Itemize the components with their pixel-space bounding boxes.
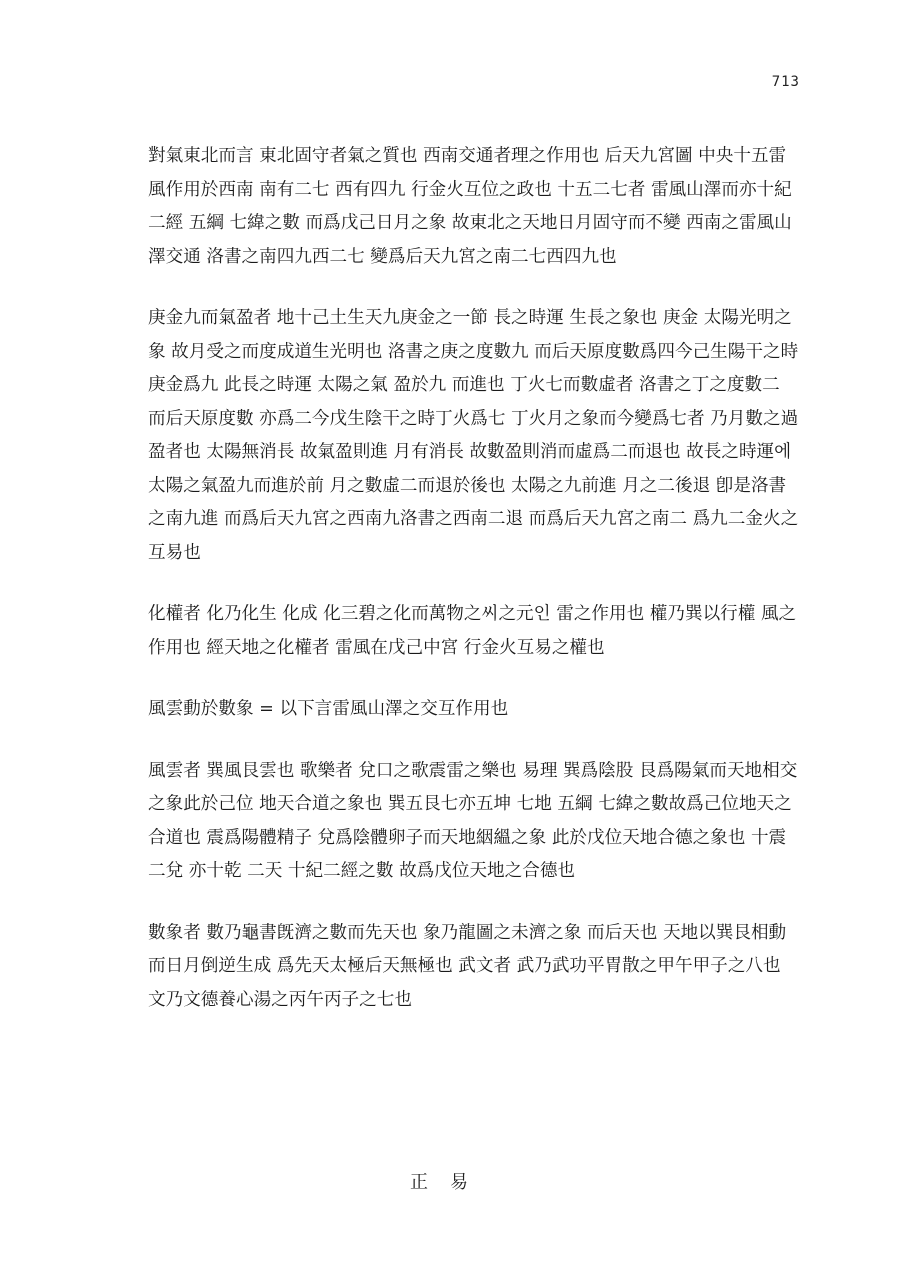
page-number: 713 [771, 74, 800, 90]
page-footer-title: 正易 [410, 1172, 490, 1193]
paragraph-4: 風雲動於數象 = 以下言雷風山澤之交互作用也 [148, 699, 509, 719]
paragraph-1: 對氣東北而言 東北固守者氣之質也 西南交通者理之作用也 后天九宮圖 中央十五雷風作用於西南 南有二七 西有四九 行金火互位之政也 十五二七者 雷風山澤而亦十紀 二經 五綱 七緯之數 而爲戊己日月之象 故東北之天地日月固守而不變 西南之雷風山澤交通 洛書之南四九西二七 變爲后天九宮之南二七西四九也 [148, 146, 792, 267]
paragraph-2: 庚金九而氣盈者 地十己土生天九庚金之一節 長之時運 生長之象也 庚金 太陽光明之象 故月受之而度成道生光明也 洛書之庚之度數九 而后天原度數爲四今己生陽干之時庚金爲九 此長之時運 太陽之氣 盈於九 而進也 丁火七而數虛者 洛書之丁之度數二 而后天原度數 亦爲二今戊生陰干之時丁火爲七 丁火月之象而今變爲七者 乃月數之過盈者也 太陽無消長 故氣盈則進 月有消長 故數盈則消而虛爲二而退也 故長之時運에 太陽之氣盈九而進於前 月之數虛二而退於後也 太陽之九前進 月之二後退 卽是洛書之南九進 而爲后天九宮之西南九洛書之西南二退 而爲后天九宮之南二 爲九二金火之互易也 [148, 308, 799, 563]
document-body [148, 140, 802, 1045]
paragraph-3: 化權者 化乃化生 化成 化三碧之化而萬物之씨之元인 雷之作用也 權乃巽以行權 風之作用也 經天地之化權者 雷風在戊己中宮 行金火互易之權也 [148, 604, 797, 658]
paragraph-5: 風雲者 巽風艮雲也 歌樂者 兌口之歌震雷之樂也 易理 巽爲陰股 艮爲陽氣而天地相交之象此於己位 地天合道之象也 巽五艮七亦五坤 七地 五綱 七緯之數故爲己位地天之合道也 震爲陽體精子 兌爲陰體卵子而天地絪縕之象 此於戊位天地合德之象也 十震 二兌 亦十乾 二天 十紀二經之數 故爲戊位天地之合德也 [148, 760, 798, 881]
paragraph-6: 數象者 數乃龜書旣濟之數而先天也 象乃龍圖之未濟之象 而后天也 天地以巽艮相動而日月倒逆生成 爲先天太極后天無極也 武文者 武乃武功平胃散之甲午甲子之八也 文乃文德養心湯之丙午丙子之七也 [148, 922, 787, 1010]
